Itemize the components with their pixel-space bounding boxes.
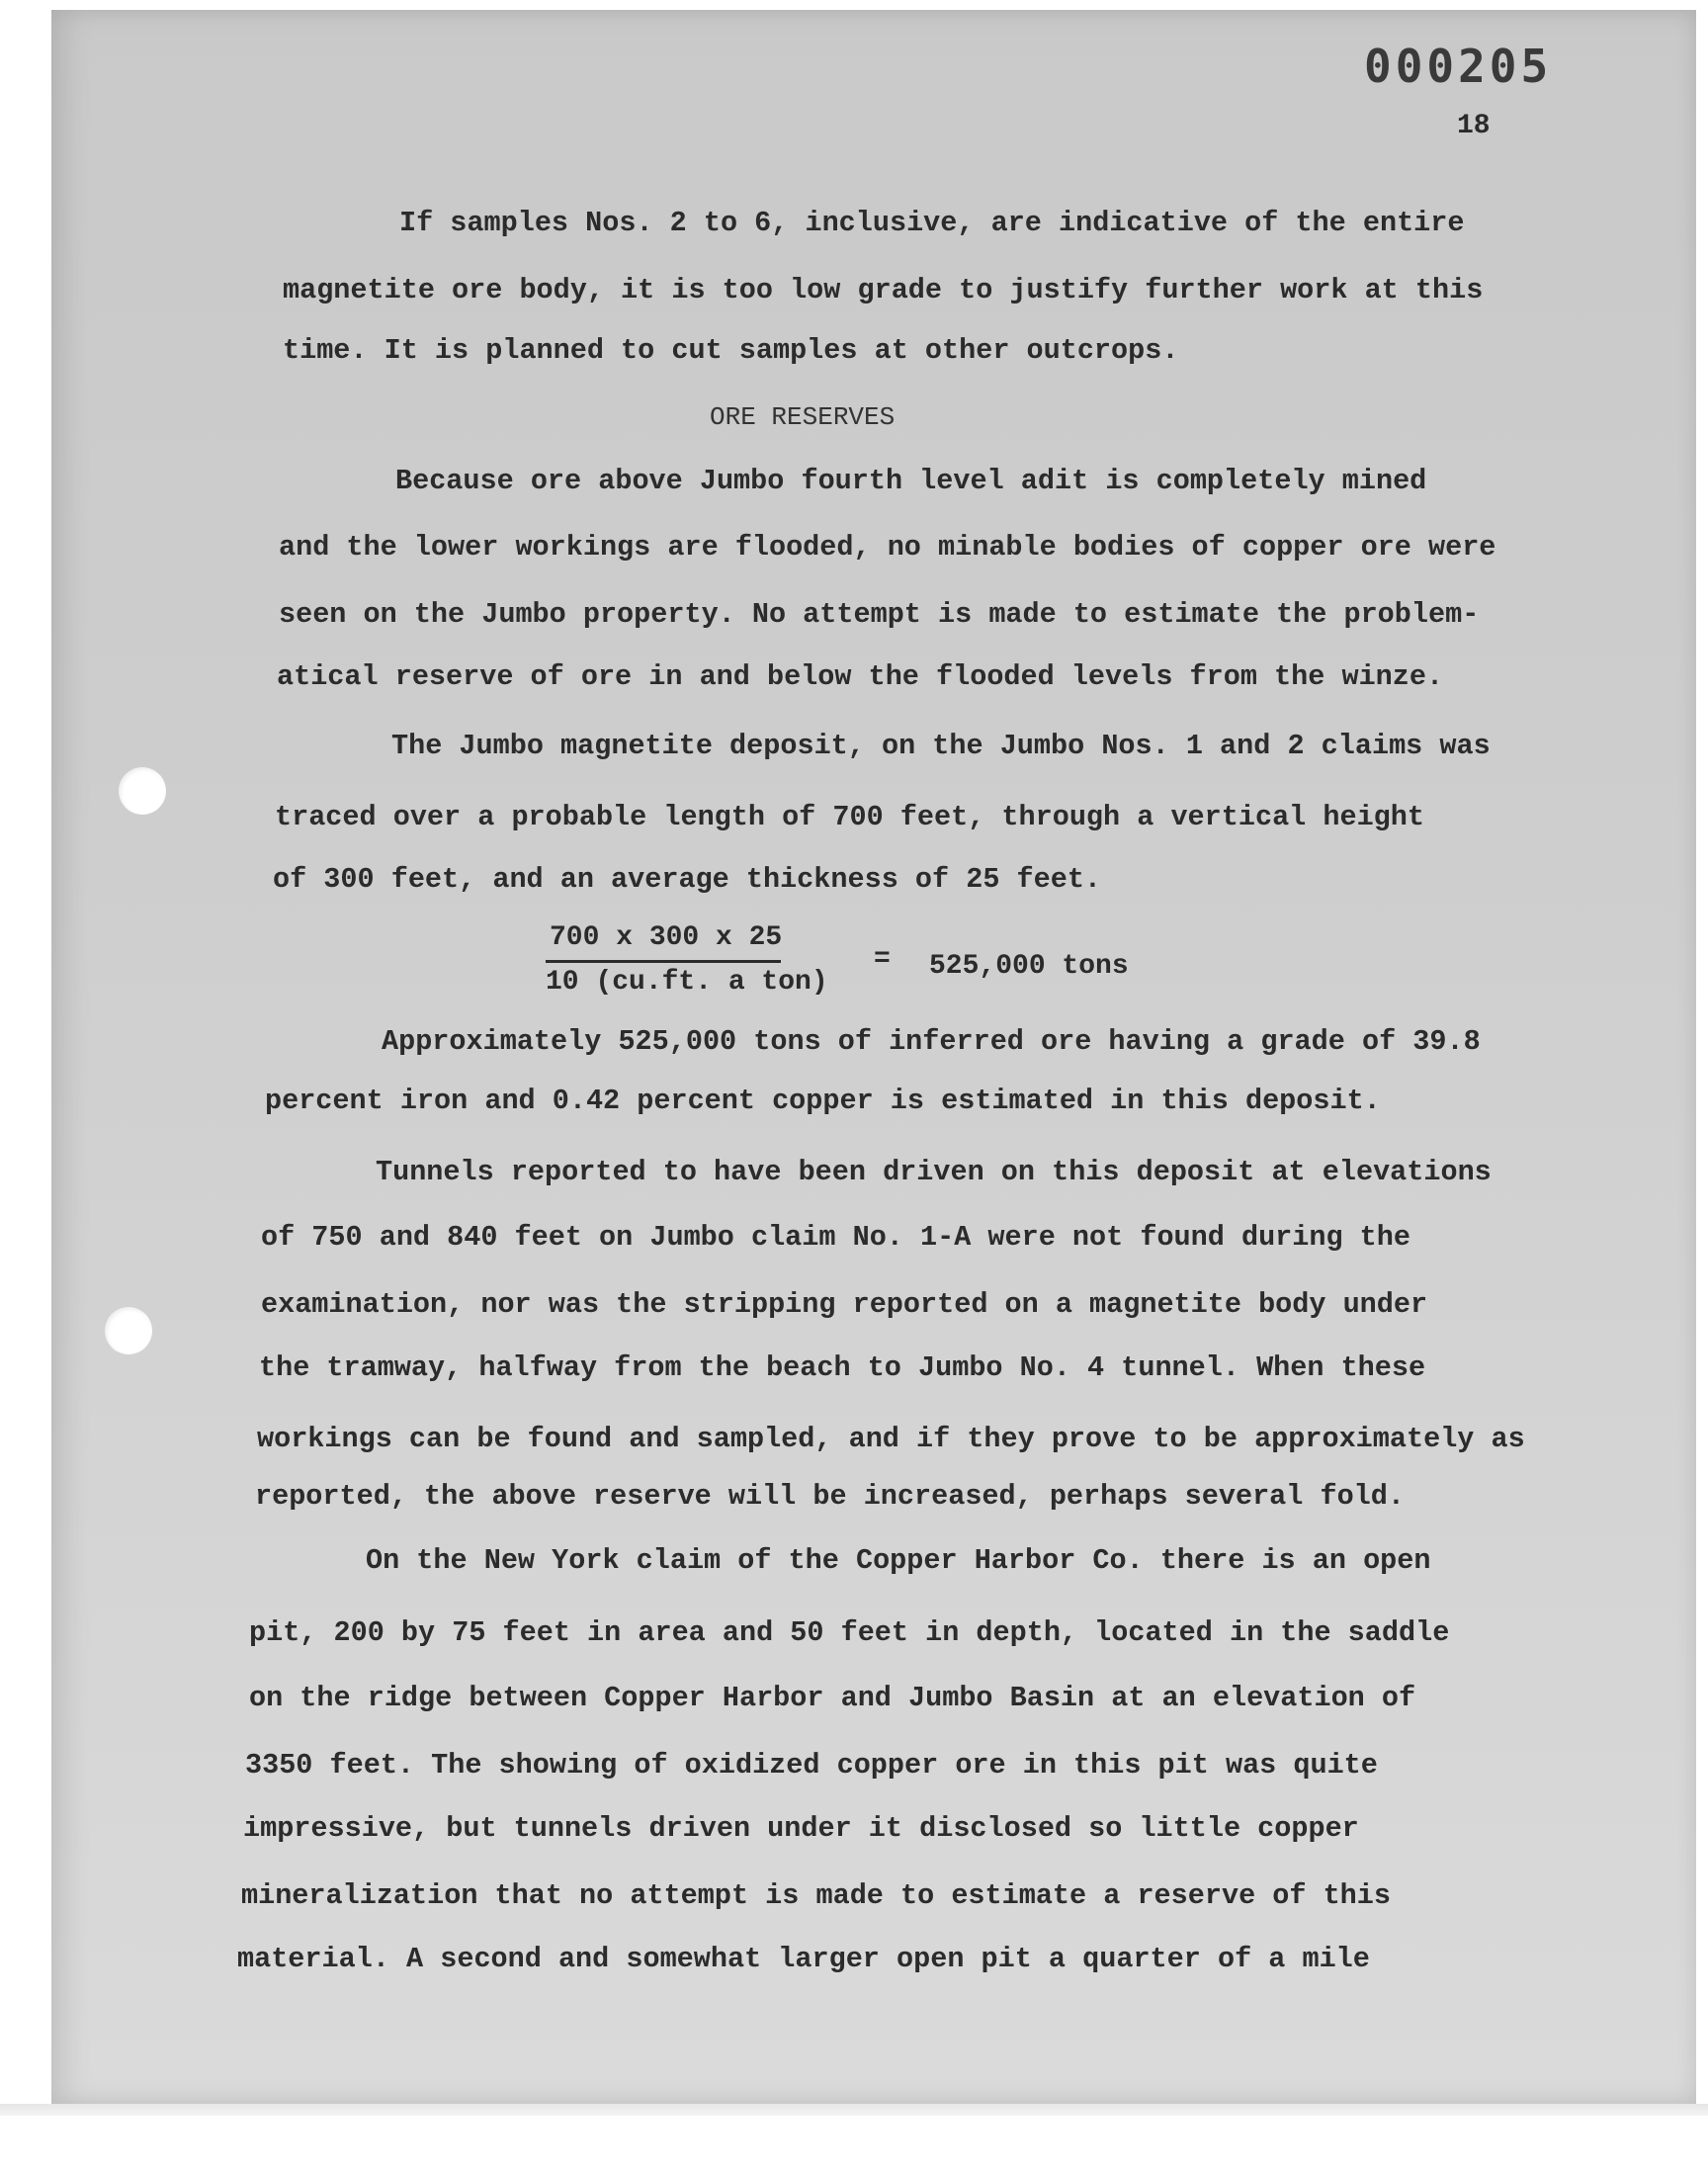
punch-hole-lower [105, 1307, 152, 1354]
page-number: 18 [1457, 111, 1491, 141]
paragraph-6-line-2: pit, 200 by 75 feet in area and 50 feet in depth, located in the saddle [249, 1616, 1450, 1649]
equation-denominator: 10 (cu.ft. a ton) [546, 967, 828, 998]
paragraph-5-line-2: of 750 and 840 feet on Jumbo claim No. 1-A were not found during the [261, 1221, 1410, 1254]
paragraph-1-line-1: If samples Nos. 2 to 6, inclusive, are indicative of the entire [399, 207, 1465, 239]
paragraph-4-line-1: Approximately 525,000 tons of inferred ore having a grade of 39.8 [382, 1025, 1481, 1058]
paragraph-6-line-7: material. A second and somewhat larger open pit a quarter of a mile [237, 1943, 1370, 1975]
paragraph-4-line-2: percent iron and 0.42 percent copper is estimated in this deposit. [265, 1085, 1381, 1117]
paragraph-2-line-3: seen on the Jumbo property. No attempt is made to estimate the problem- [279, 598, 1480, 631]
paragraph-5-line-4: the tramway, halfway from the beach to Jumbo No. 4 tunnel. When these [259, 1351, 1426, 1384]
paragraph-1-line-2: magnetite ore body, it is too low grade to justify further work at this [283, 274, 1484, 306]
paragraph-3-line-2: traced over a probable length of 700 feet, through a vertical height [275, 801, 1424, 833]
paragraph-2-line-4: atical reserve of ore in and below the flooded levels from the winze. [277, 660, 1444, 693]
paragraph-6-line-5: impressive, but tunnels driven under it disclosed so little copper [243, 1812, 1359, 1845]
paragraph-6-line-3: on the ridge between Copper Harbor and Jumbo Basin at an elevation of [249, 1682, 1416, 1714]
paragraph-6-line-6: mineralization that no attempt is made to estimate a reserve of this [241, 1879, 1391, 1912]
section-heading-ore-reserves: ORE RESERVES [710, 402, 896, 432]
paragraph-5-line-3: examination, nor was the stripping reported on a magnetite body under [261, 1288, 1428, 1321]
paragraph-6-line-4: 3350 feet. The showing of oxidized copper ore in this pit was quite [245, 1749, 1378, 1782]
document-stamp-number: 000205 [1364, 40, 1553, 93]
paragraph-6-line-1: On the New York claim of the Copper Harbor Co. there is an open [366, 1544, 1431, 1577]
equation-fraction-bar [546, 960, 781, 963]
paragraph-5-line-1: Tunnels reported to have been driven on this deposit at elevations [376, 1156, 1492, 1188]
equation-numerator: 700 x 300 x 25 [550, 922, 783, 953]
paper-bottom-edge [0, 2104, 1708, 2116]
paragraph-1-line-3: time. It is planned to cut samples at other outcrops. [283, 334, 1179, 367]
equation-result: 525,000 tons [929, 951, 1129, 982]
paragraph-5-line-5: workings can be found and sampled, and if they prove to be approximately as [257, 1423, 1525, 1455]
paragraph-3-line-1: The Jumbo magnetite deposit, on the Jumbo Nos. 1 and 2 claims was [391, 730, 1491, 762]
paragraph-3-line-3: of 300 feet, and an average thickness of 25 feet. [273, 863, 1102, 896]
punch-hole-upper [119, 767, 166, 815]
equation-equals-sign: = [874, 944, 891, 975]
paragraph-5-line-6: reported, the above reserve will be increased, perhaps several fold. [255, 1480, 1405, 1513]
paragraph-2-line-2: and the lower workings are flooded, no minable bodies of copper ore were [279, 531, 1496, 564]
paragraph-2-line-1: Because ore above Jumbo fourth level adit is completely mined [395, 465, 1427, 497]
